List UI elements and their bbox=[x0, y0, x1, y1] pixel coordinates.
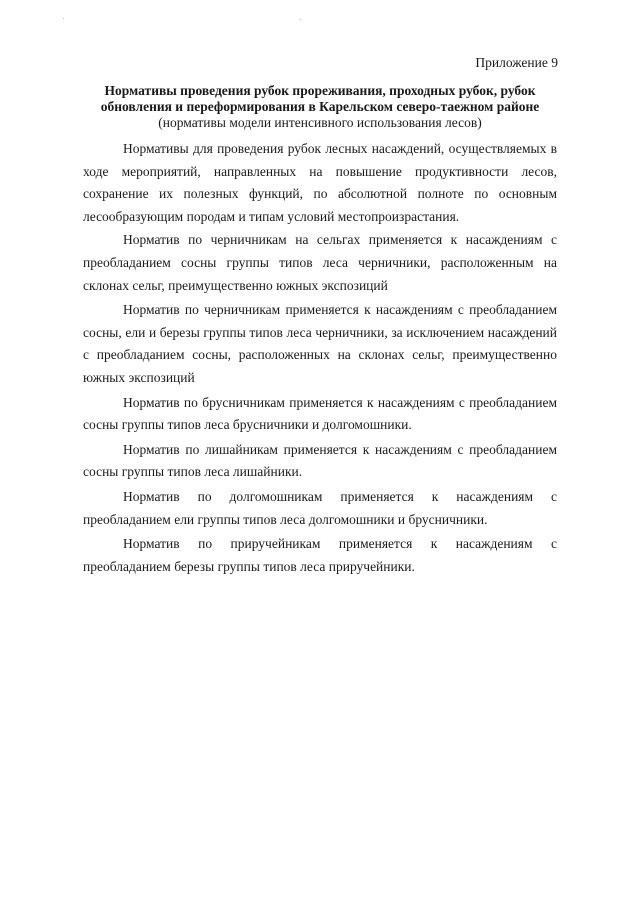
title-line-2: обновления и переформирования в Карельском северо-таежном районе bbox=[100, 99, 540, 114]
document-title bbox=[60, 83, 580, 131]
paragraph: Норматив по лишайникам применяется к насаждениям с преобладанием сосны группы типов леса лишайники. bbox=[83, 441, 557, 480]
paragraph: Норматив по черничникам на сельгах применяется к насаждениям с преобладанием сосны группы типов леса черничники, расположенным на склонах сельг, преимущественно южных экспозиций bbox=[83, 232, 557, 293]
paragraph: Норматив по черничникам применяется к насаждениям с преобладанием сосны, ели и березы группы типов леса черничники, за исключением насаждений с преобладанием сосны, расположенных на склонах сельг, преимущественно южных экспозиций bbox=[83, 302, 557, 385]
title-line-1: Нормативы проведения рубок прореживания, проходных рубок, рубок bbox=[104, 83, 536, 98]
paragraph: Нормативы для проведения рубок лесных насаждений, осуществляемых в ходе мероприятий, направленных на повышение продуктивности лесов, сохранение их полезных функций, по абсолютной полноте по основным лесообразующим породам и типам условий местопроизрастания. bbox=[83, 141, 557, 224]
appendix-label: Приложение 9 bbox=[475, 55, 558, 70]
document-body bbox=[83, 138, 557, 580]
paragraph: Норматив по брусничникам применяется к насаждениям с преобладанием сосны группы типов леса брусничники и долгомошники. bbox=[83, 394, 557, 433]
title-subtitle: (нормативы модели интенсивного использования лесов) bbox=[158, 115, 482, 130]
scan-speck bbox=[300, 19, 301, 20]
paragraph: Норматив по долгомошникам применяется к насаждениям с преобладанием ели группы типов леса долгомошники и брусничники. bbox=[83, 488, 557, 527]
scan-speck bbox=[63, 18, 64, 19]
paragraph: Норматив по приручейникам применяется к насаждениям с преобладанием березы группы типов леса приручейники. bbox=[83, 536, 557, 574]
